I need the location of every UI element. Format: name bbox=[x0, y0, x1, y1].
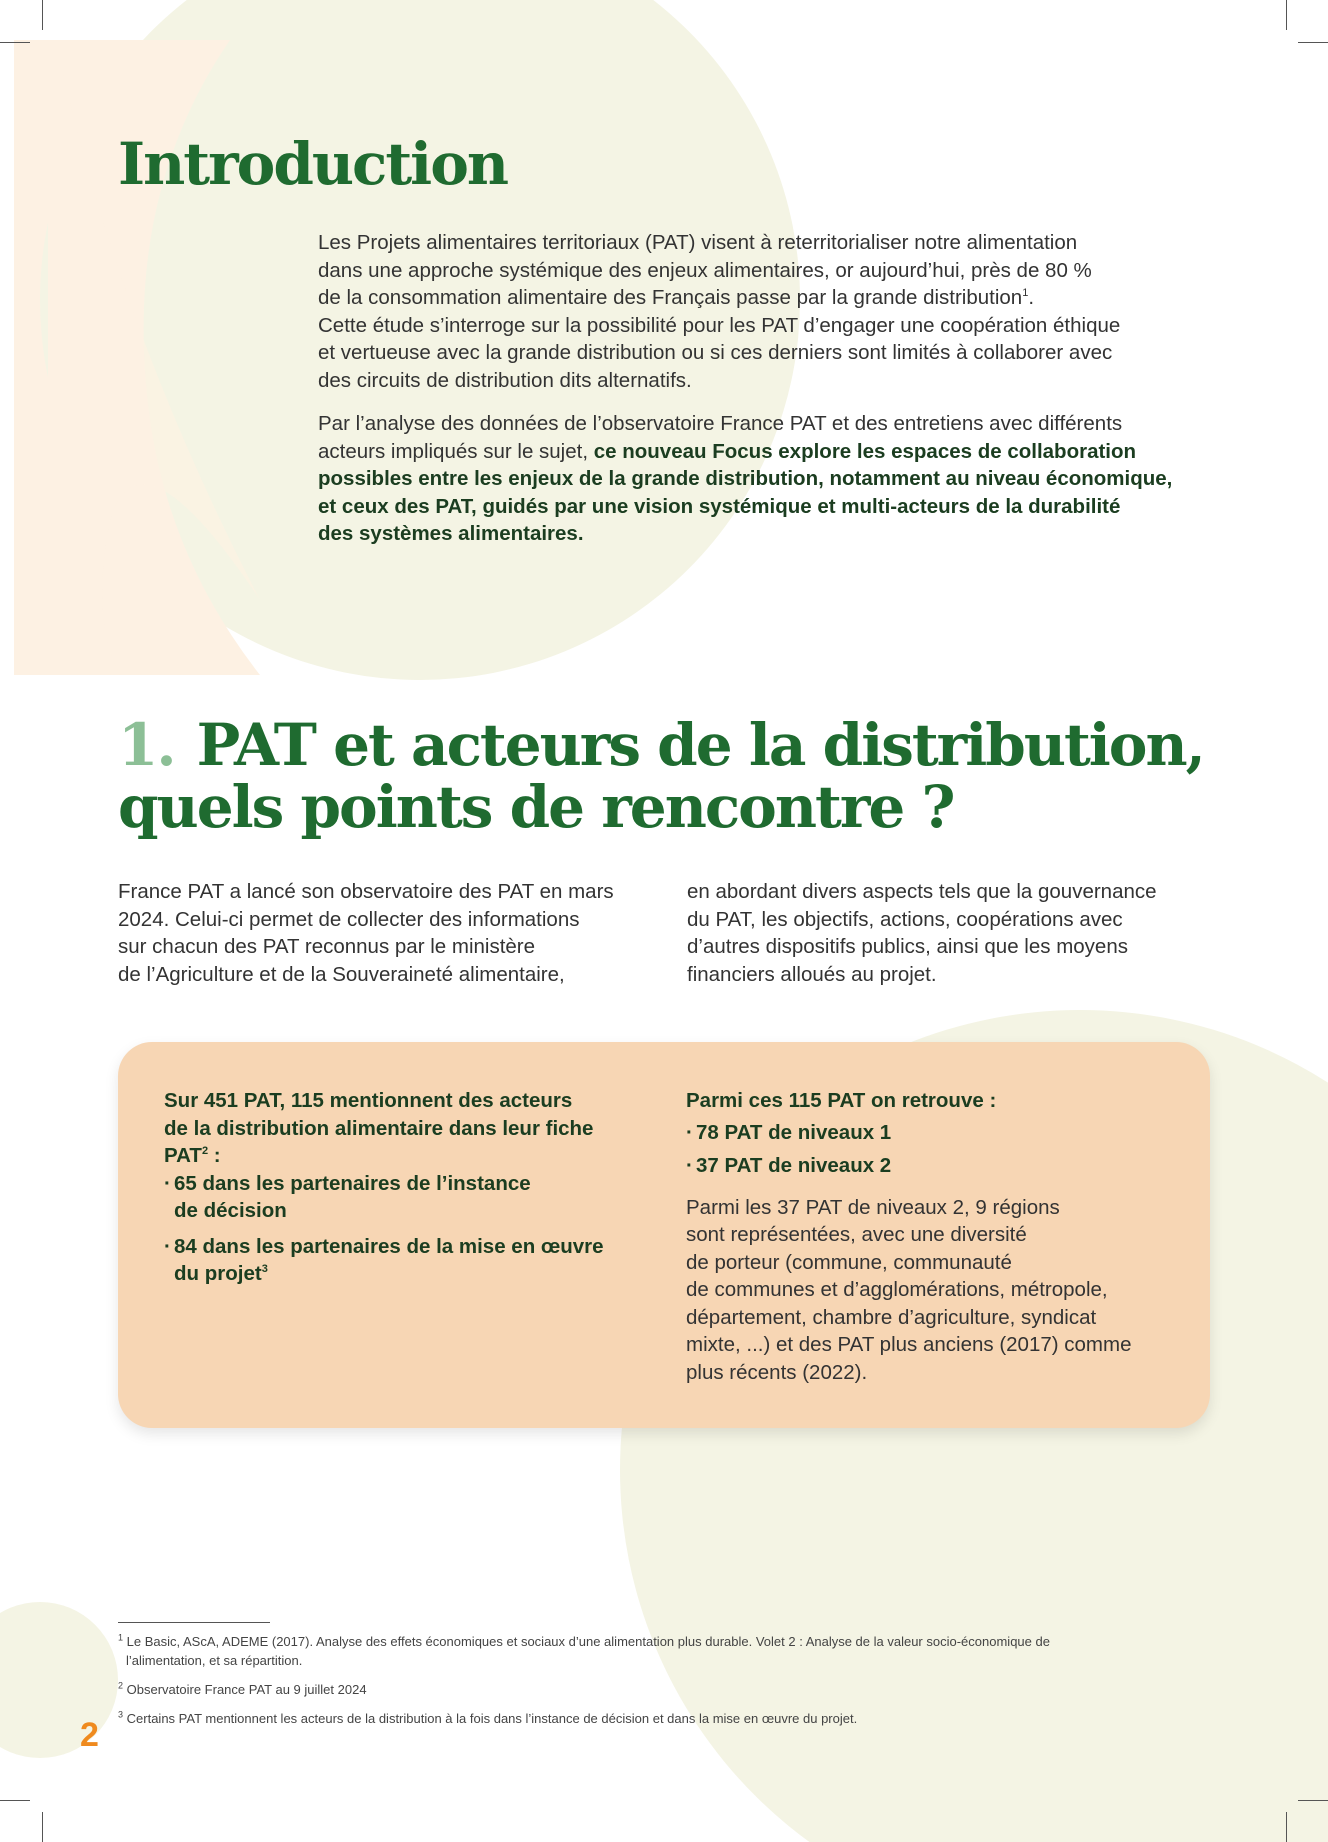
box-right-list bbox=[686, 1119, 1166, 1180]
box-right-lead: Parmi ces 115 PAT on retrouve : bbox=[686, 1089, 997, 1112]
crop-mark bbox=[1286, 1812, 1287, 1842]
box-left-list bbox=[164, 1170, 624, 1288]
crop-mark bbox=[0, 42, 30, 43]
box-right-paragraph: Parmi les 37 PAT de niveaux 2, 9 régions sont représentées, avec une diversité de porteur (commune, communauté de communes et d’agglomérations, métropole, département, chambre d’agriculture, syndicat mixte, ...) et des PAT plus anciens (2017) comme plus récents (2022). bbox=[686, 1195, 1132, 1384]
footnote-divider bbox=[118, 1622, 270, 1623]
intro-paragraph-1: Les Projets alimentaires territoriaux (PAT) visent à reterritorialiser notre alimentation dans une approche systémique des enjeux alimentaires, or aujourd’hui, près de 80 % de la consommation alimentaire des Français passe par la grande distribution$^1$. Cette étude s’interroge sur la possibilité pour les PAT d’engager une coopération éthique et vertueuse avec la grande distribution ou si ces derniers sont limités à collaborer avec des circuits de distribution dits alternatifs. bbox=[318, 231, 1121, 392]
cream-circle-small bbox=[0, 1602, 118, 1758]
intro-title: Introduction bbox=[118, 130, 508, 198]
intro-paragraph-2: Par l’analyse des données de l’observatoire France PAT et des entretiens avec différents acteurs impliqués sur le sujet, ce nouveau Focus explore les espaces de collaboration possibles entre les enjeux de la grande distribution, notamment au niveau économique, et ceux des PAT, guidés par une vision systémique et multi-acteurs de la durabilité des systèmes alimentaires. bbox=[318, 412, 1173, 545]
section-title: 1. PAT et acteurs de la distribution, quels points de rencontre ? bbox=[118, 711, 1204, 841]
section-column-right: en abordant divers aspects tels que la gouvernance du PAT, les objectifs, actions, coopérations avec d’autres dispositifs publics, ainsi que les moyens financiers alloués au projet. bbox=[687, 880, 1157, 986]
page-number: 2 bbox=[80, 1716, 99, 1754]
box-left-column bbox=[164, 1087, 624, 1288]
peach-band bbox=[14, 40, 48, 675]
footnote: $^3$ Certains PAT mentionnent les acteurs de la distribution à la fois dans l’instance de décision et dans la mise en œuvre du projet. bbox=[118, 1709, 858, 1726]
footnotes bbox=[118, 1632, 1138, 1738]
crop-mark bbox=[1298, 42, 1328, 43]
crop-mark bbox=[0, 1800, 30, 1801]
crop-mark bbox=[42, 0, 43, 30]
crop-mark bbox=[1286, 0, 1287, 30]
box-left-lead: Sur 451 PAT, 115 mentionnent des acteurs de la distribution alimentaire dans leur fiche PAT$^2$ : bbox=[164, 1089, 594, 1167]
footnote: $^2$ Observatoire France PAT au 9 juillet 2024 bbox=[118, 1680, 367, 1697]
box-right-column bbox=[686, 1087, 1166, 1386]
footnote-ref: 3 bbox=[261, 1263, 268, 1276]
list-item: · 84 dans les partenaires de la mise en œuvre du projet$^3$ bbox=[164, 1233, 624, 1288]
section-column-left: France PAT a lancé son observatoire des PAT en mars 2024. Celui-ci permet de collecter des informations sur chacun des PAT reconnus par le ministère de l’Agriculture et de la Souveraineté alimentaire, bbox=[118, 880, 614, 986]
crop-mark bbox=[42, 1812, 43, 1842]
crop-mark bbox=[1298, 1800, 1328, 1801]
footnote-ref: 1 bbox=[1022, 287, 1029, 300]
list-item: · 37 PAT de niveaux 2 bbox=[686, 1152, 1166, 1180]
footnote-ref: 2 bbox=[201, 1145, 209, 1158]
section-number: 1. bbox=[118, 711, 175, 779]
list-item: · 65 dans les partenaires de l’instance de décision bbox=[164, 1170, 624, 1225]
intro-body bbox=[318, 229, 1198, 564]
list-item: · 78 PAT de niveaux 1 bbox=[686, 1119, 1166, 1147]
footnote: $^1$ Le Basic, AScA, ADEME (2017). Analyse des effets économiques et sociaux d’une alimentation plus durable. Volet 2 : Analyse de la valeur socio-économique de l’alimentation, et sa répartition. bbox=[118, 1632, 1050, 1668]
